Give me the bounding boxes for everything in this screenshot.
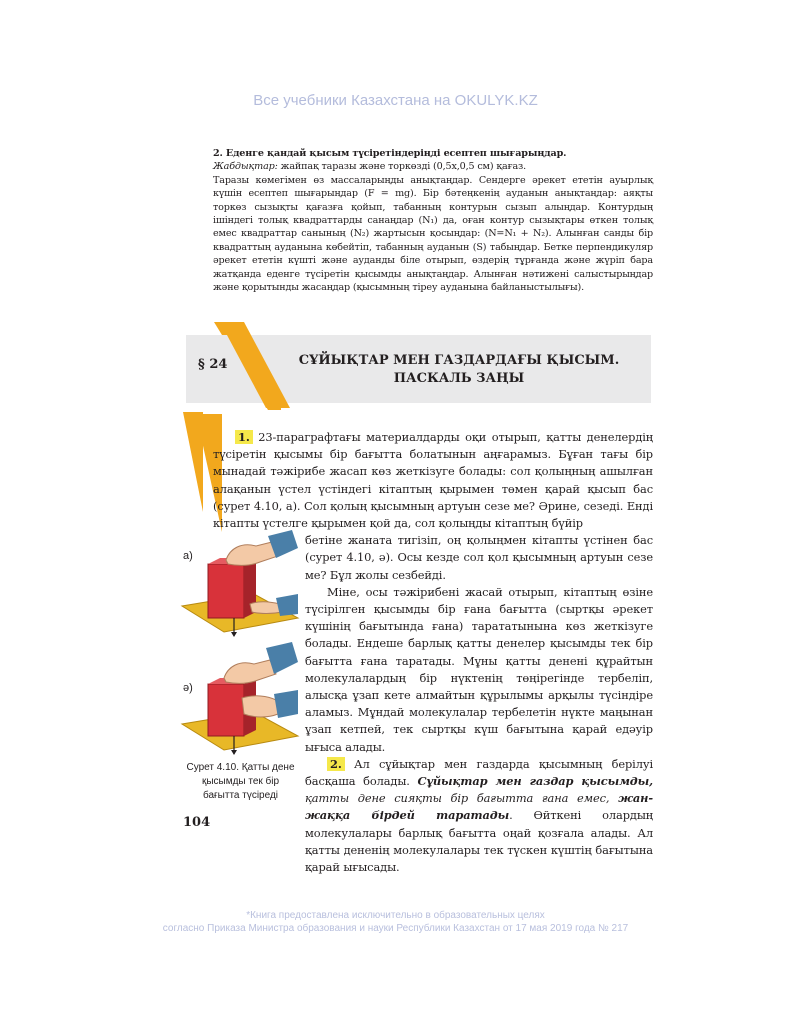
side-accent-triangle bbox=[183, 412, 207, 522]
watermark-top: Все учебники Казахстана на OKULYK.KZ bbox=[253, 92, 538, 109]
task-block bbox=[213, 147, 653, 294]
figure-b-illustration bbox=[180, 640, 300, 758]
figure-caption: Сурет 4.10. Қатты дене қысымды тек бір бағытта түсіреді bbox=[186, 762, 295, 801]
watermark-bottom: *Книга предоставлена исключительно в образовательных целях согласно Приказа Министра образования и науки Республики Казахстан от 17 мая 2019 года № 217 bbox=[162, 910, 629, 934]
section-number: § 24 bbox=[198, 357, 228, 372]
figure-label-b: ә) bbox=[183, 682, 193, 694]
paragraph-3: 2. Ал сұйықтар мен газдарда қысымның берілуі басқаша болады. Сұйықтар мен газдар қысымды, қатты дене сияқты бір бағытта ғана емес, жан-жаққа бірдей таратады. Өйткені олардың молекулалары барлық бағытта оңай қозғала алады. Ал қатты дененің молекулалары тек түскен күштің бағытына қарай ығысады. bbox=[305, 756, 653, 875]
paragraph-1-continued: бетіне жаната тигізіп, оң қолыңмен кітапты үстінен бас (сурет 4.10, ә). Осы кезде сол қол қысымның артуын сезе ме? Бұл жолы сезбейді. bbox=[305, 533, 653, 582]
page-number: 104 bbox=[183, 815, 211, 830]
task-equipment: Жабдықтар: жайпақ таразы және торкөзді (0,5х,0,5 см) қағаз. bbox=[213, 161, 527, 173]
task-paragraph: Таразы көмегімен өз массаларыңды анықтаңдар. Сендерге әрекет ететін ауырлық күшін есептеп шығарыңдар (F = mg). Бір бәтеңкенің ауданын анықтаңдар: аяқты торкөз сызықты қағазға қойып, табанның контурын сызып алыңдар. Контурдың ішіндегі толық квадраттарды санаңдар (N₁) да, оған контур сызықтары өткен толық емес квадраттар санының (N₂) жартысын қосыңдар: (N=N₁ + N₂). Алынған санды бір квадраттың ауданына көбейтіп, табанның ауданын (S) табыңдар. Бетке перпендикуляр әрекет ететін күшті және ауданды біле отырып, өздерің тұрғанда және жүріп бара жатқанда еденге түсіретін қысымды анықтаңдар. Алынған нәтижені салыстырыңдар және қорытынды жасаңдар (қысымның тіреу ауданына байланыстылығы). bbox=[213, 174, 653, 294]
paragraph-1: 1. 23-параграфтағы материалдарды оқи отырып, қатты денелердің түсіретін қысымы бір бағытта болатынын аңғарамыз. Бұған тағы бір мынадай тәжірибе жасап көз жеткізуге болады: сол қолыңның ашылған алақанын үстел үстіндегі кітаптың қырымен төмен қарай қысып бас (сурет 4.10, а). Сол қолың қысымның артуын сезе ме? Әрине, сезеді. Енді кітапты үстелге қырымен қой да, сол қолыңды кітаптың бүйір bbox=[213, 430, 653, 531]
paragraph-2: Міне, осы тәжірибені жасай отырып, кітаптың өзіне түсірілген қысымды бір ғана бағытта (сыртқы әрекет күшінің бағытында ғана) тарататынына көз жеткізуге болады. Ендеше барлық қатты денелер қысымды тек бір бағытта ғана таратады. Мұны қатты денені құрайтын молекулалардың бір нүктенің төңірегінде тербеліп, алысқа ұзап кете алмайтын құрылымы арқылы түсіндіре аламыз. Мұндай молекулалар тербелетін нүкте маңынан ұзап кетпей, тек сыртқы күш бағытына қарай едәуір ығыса алады. bbox=[305, 584, 653, 754]
figure-a-illustration bbox=[180, 526, 300, 638]
figure-label-a: а) bbox=[183, 550, 193, 562]
task-title: 2. Еденге қандай қысым түсіретіндеріңді есептеп шығарыңдар. bbox=[213, 148, 567, 159]
section-title: СҰЙЫҚТАР МЕН ГАЗДАРДАҒЫ ҚЫСЫМ. ПАСКАЛЬ ЗАҢЫ bbox=[298, 353, 620, 386]
